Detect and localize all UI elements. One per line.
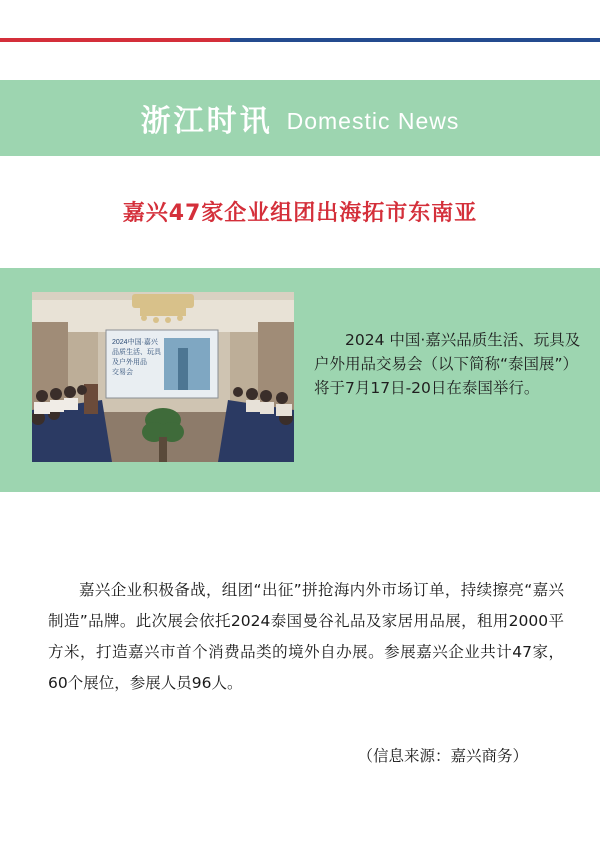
- article-title: 嘉兴47家企业组团出海拓市东南亚: [122, 201, 478, 226]
- slide-line: 及户外用品: [112, 359, 147, 366]
- intro-paragraph: 2024 中国·嘉兴品质生活、玩具及户外用品交易会（以下简称“泰国展”）将于7月17日-20日在泰国举行。: [314, 331, 581, 397]
- meeting-photo: [32, 292, 294, 462]
- slide-line: 2024中国·嘉兴: [112, 339, 158, 346]
- slide-line: 品质生活、玩具: [112, 349, 161, 356]
- source-note: （信息来源：嘉兴商务）: [357, 747, 528, 765]
- top-rule-red: [0, 38, 230, 42]
- top-rule: [0, 38, 600, 42]
- body-paragraph: 嘉兴企业积极备战，组团“出征”拼抢海内外市场订单，持续擦亮“嘉兴制造”品牌。此次展会依托2024泰国曼谷礼品及家居用品展，租用2000平方米，打造嘉兴市首个消费品类的境外自办展。参展嘉兴企业共计47家，60个展位，参展人员96人。: [48, 581, 564, 692]
- photo-band: [0, 268, 600, 492]
- section-title-cn: 浙江时讯: [140, 104, 273, 139]
- top-rule-blue: [230, 38, 600, 42]
- section-title-en: Domestic News: [286, 107, 460, 134]
- slide-line: 交易会: [112, 369, 133, 376]
- section-header: [0, 80, 600, 156]
